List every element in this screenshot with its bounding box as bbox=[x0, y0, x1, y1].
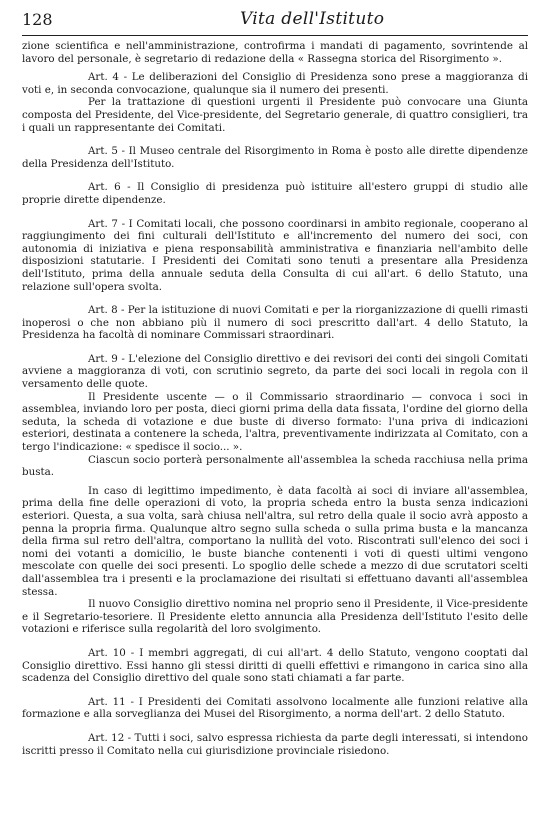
page-number: 128 bbox=[22, 10, 53, 29]
paragraph-art-9-impedimento: In caso di legittimo impedimento, è data facoltà ai soci di inviare all'assemblea, prima della fine delle operazioni di voto, la propria scheda entro la busta senza indicazioni esteriori. Questa, a sua volta, sarà chiusa nell'altra, sul retro della quale il socio avrà apposto a penna la propria firma. Qualunque altro segno sulla scheda o sulla prima busta e la mancanza della firma sul retro dell'altra, comportano la nullità del voto. Riscontrati sull'elenco dei soci i nomi dei votanti a domicilio, le buste bianche contenenti i voti di questi ultimi vengono mescolate con quelle dei soci presenti. Lo spoglio delle schede a mezzo di due scrutatori scelti dall'assemblea tra i presenti e la proclamazione dei risultati si effettuano davanti all'assemblea stessa. bbox=[22, 484, 528, 598]
paragraph-art-9: Art. 9 - L'elezione del Consiglio direttivo e dei revisori dei conti dei singoli Comitati avviene a maggioranza di voti, con scrutinio segreto, da parte dei soci locali in regola con il versamento delle quote. bbox=[22, 352, 528, 391]
paragraph-art-6: Art. 6 - Il Consiglio di presidenza può istituire all'estero gruppi di studio alle proprie dirette dipendenze. bbox=[22, 181, 528, 206]
paragraph-art-4-giunta: Per la trattazione di questioni urgenti il Presidente può convocare una Giunta composta del Presidente, del Vice-presidente, del Segretario generale, di quattro consiglieri, tra i quali un rappresentante dei Comitati. bbox=[22, 96, 528, 134]
page-header bbox=[22, 9, 532, 35]
paragraph-art-8: Art. 8 - Per la istituzione di nuovi Comitati e per la riorganizzazione di quelli rimasti inoperosi o che non abbiano più il numero di soci prescritto dall'art. 4 dello Statuto, la Presidenza ha facoltà di nominare Commissari straordinari. bbox=[22, 304, 528, 342]
header-rule bbox=[22, 35, 528, 36]
paragraph-art-9-consiglio: Il nuovo Consiglio direttivo nomina nel proprio seno il Presidente, il Vice-presidente e il Segretario-tesoriere. Il Presidente eletto annuncia alla Presidenza dell'Istituto l'esito delle votazioni e riferisce sulla regolarità del loro svolgimento. bbox=[22, 598, 528, 636]
paragraph-art-5: Art. 5 - Il Museo centrale del Risorgimento in Roma è posto alle dirette dipendenze della Presidenza dell'Istituto. bbox=[22, 145, 528, 170]
running-title: Vita dell'Istituto bbox=[240, 9, 385, 29]
document-body bbox=[22, 40, 528, 757]
paragraph-art-7: Art. 7 - I Comitati locali, che possono coordinarsi in ambito regionale, cooperano al raggiungimento dei fini culturali dell'Istituto e all'incremento del numero dei soci, con autonomia di iniziativa e piena responsabilità amministrativa e finanziaria nell'ambito delle disposizioni statutarie. I Presidenti dei Comitati sono tenuti a presentare alla Presidenza dell'Istituto, prima della annuale seduta della Consulta di cui all'art. 6 dello Statuto, una relazione sull'opera svolta. bbox=[22, 217, 528, 293]
paragraph-art-12: Art. 12 - Tutti i soci, salvo espressa richiesta da parte degli interessati, si intendono iscritti presso il Comitato nella cui giurisdizione provinciale risiedono. bbox=[22, 731, 528, 757]
paragraph-art-11: Art. 11 - I Presidenti dei Comitati assolvono localmente alle funzioni relative alla formazione e alla sorveglianza dei Musei del Risorgimento, a norma dell'art. 2 dello Statuto. bbox=[22, 695, 528, 721]
paragraph-art-4: Art. 4 - Le deliberazioni del Consiglio di Presidenza sono prese a maggioranza di voti e, in seconda convocazione, qualunque sia il numero dei presenti. bbox=[22, 71, 528, 96]
paragraph-art-9-scheda: Ciascun socio porterà personalmente all'assemblea la scheda racchiusa nella prima busta. bbox=[22, 453, 528, 479]
paragraph-continuation: zione scientifica e nell'amministrazione, controfirma i mandati di pagamento, sovrintende al lavoro del personale, è segretario di redazione della « Rassegna storica del Risorgimento ». bbox=[22, 40, 528, 65]
paragraph-art-9-convocazione: Il Presidente uscente — o il Commissario straordinario — convoca i soci in assemblea, inviando loro per posta, dieci giorni prima della data fissata, l'ordine del giorno della seduta, la scheda di votazione e due buste di diverso formato: l'una priva di indicazioni esteriori, destinata a contenere la scheda, l'altra, preventivamente indirizzata al Comitato, con a tergo l'indicazione: « spedisce il socio... ». bbox=[22, 390, 528, 454]
paragraph-art-10: Art. 10 - I membri aggregati, di cui all'art. 4 dello Statuto, vengono cooptati dal Consiglio direttivo. Essi hanno gli stessi diritti di quelli effettivi e rimangono in carica sino alla scadenza del Consiglio direttivo del quale sono stati chiamati a far parte. bbox=[22, 646, 528, 685]
